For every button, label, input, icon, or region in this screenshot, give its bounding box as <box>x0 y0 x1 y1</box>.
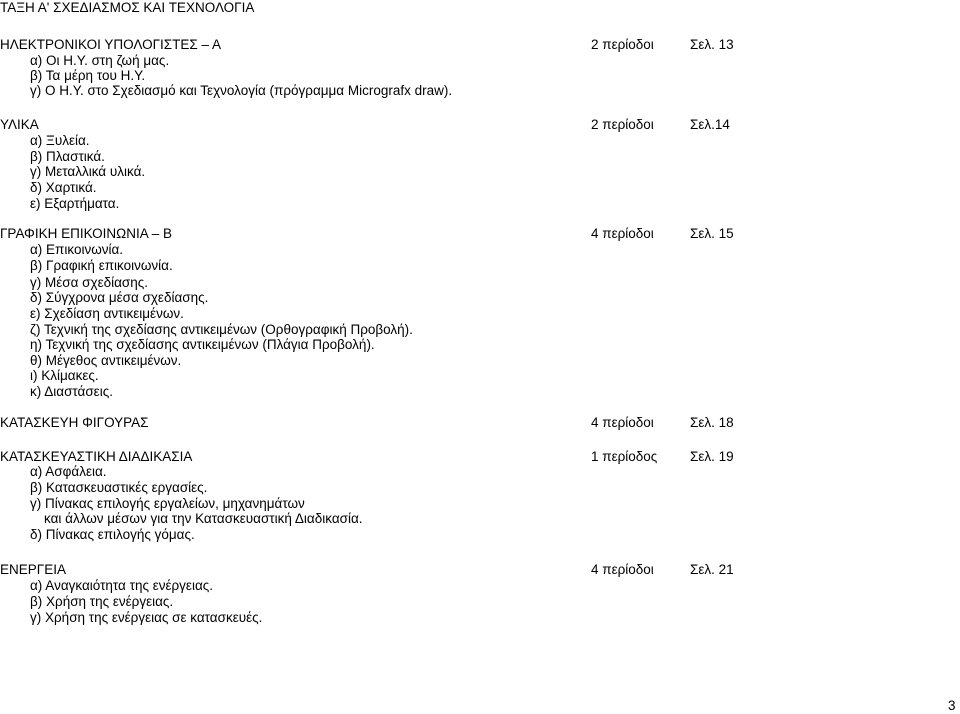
section-page-ref: Σελ. 21 <box>690 562 734 577</box>
list-item: β) Κατασκευαστικές εργασίες. <box>30 480 208 495</box>
page-title: ΤΑΞΗ Α' ΣΧΕΔΙΑΣΜΟΣ ΚΑΙ ΤΕΧΝΟΛΟΓΙΑ <box>0 0 255 15</box>
section-page-ref: Σελ.14 <box>690 117 730 132</box>
list-item: γ) Χρήση της ενέργειας σε κατασκευές. <box>30 610 263 625</box>
list-item: δ) Χαρτικά. <box>30 180 97 195</box>
section-title: ΕΝΕΡΓΕΙΑ <box>0 562 66 577</box>
section-periods: 1 περίοδος <box>591 449 658 464</box>
list-item: η) Τεχνική της σχεδίασης αντικειμένων (Πλάγια Προβολή). <box>30 337 375 352</box>
section-title: ΗΛΕΚΤΡΟΝΙΚΟΙ ΥΠΟΛΟΓΙΣΤΕΣ – Α <box>0 37 222 52</box>
list-item: θ) Μέγεθος αντικειμένων. <box>30 353 182 368</box>
list-item: β) Πλαστικά. <box>30 149 105 164</box>
list-item: β) Γραφική επικοινωνία. <box>30 258 173 273</box>
list-item: γ) Ο Η.Υ. στο Σχεδιασμό και Τεχνολογία (πρόγραμμα Micrografx draw). <box>30 83 453 98</box>
section-periods: 2 περίοδοι <box>591 117 654 132</box>
list-item: α) Ξυλεία. <box>30 133 90 148</box>
section-title: ΓΡΑΦΙΚΗ ΕΠΙΚΟΙΝΩΝΙΑ – Β <box>0 226 173 241</box>
list-item: γ) Μέσα σχεδίασης. <box>30 275 148 290</box>
list-item: δ) Πίνακας επιλογής γόμας. <box>30 527 195 542</box>
section-page-ref: Σελ. 15 <box>690 226 734 241</box>
list-item: α) Ασφάλεια. <box>30 464 107 479</box>
list-item: α) Οι Η.Υ. στη ζωή μας. <box>30 53 170 68</box>
list-item: β) Χρήση της ενέργειας. <box>30 594 174 609</box>
section-title: ΥΛΙΚΑ <box>0 117 39 132</box>
list-item: α) Αναγκαιότητα της ενέργειας. <box>30 578 214 593</box>
section-periods: 4 περίοδοι <box>591 562 654 577</box>
page-number: 3 <box>948 698 956 713</box>
section-page-ref: Σελ. 18 <box>690 415 734 430</box>
section-periods: 4 περίοδοι <box>591 226 654 241</box>
list-item: ι) Κλίμακες. <box>30 368 99 383</box>
list-item: γ) Πίνακας επιλογής εργαλείων, μηχανημάτων <box>30 496 305 511</box>
list-item: και άλλων μέσων για την Κατασκευαστική Διαδικασία. <box>44 511 363 526</box>
list-item: β) Τα μέρη του Η.Υ. <box>30 68 146 83</box>
list-item: ε) Εξαρτήματα. <box>30 196 120 211</box>
section-title: ΚΑΤΑΣΚΕΥΑΣΤΙΚΗ ΔΙΑΔΙΚΑΣΙΑ <box>0 449 193 464</box>
list-item: γ) Μεταλλικά υλικά. <box>30 164 146 179</box>
list-item: δ) Σύγχρονα μέσα σχεδίασης. <box>30 290 209 305</box>
section-page-ref: Σελ. 13 <box>690 37 734 52</box>
list-item: κ) Διαστάσεις. <box>30 384 113 399</box>
section-periods: 2 περίοδοι <box>591 37 654 52</box>
section-title: ΚΑΤΑΣΚΕΥΗ ΦΙΓΟΥΡΑΣ <box>0 415 149 430</box>
list-item: α) Επικοινωνία. <box>30 242 124 257</box>
section-periods: 4 περίοδοι <box>591 415 654 430</box>
section-page-ref: Σελ. 19 <box>690 449 734 464</box>
list-item: ζ) Τεχνική της σχεδίασης αντικειμένων (Ορθογραφική Προβολή). <box>30 322 413 337</box>
list-item: ε) Σχεδίαση αντικειμένων. <box>30 306 184 321</box>
